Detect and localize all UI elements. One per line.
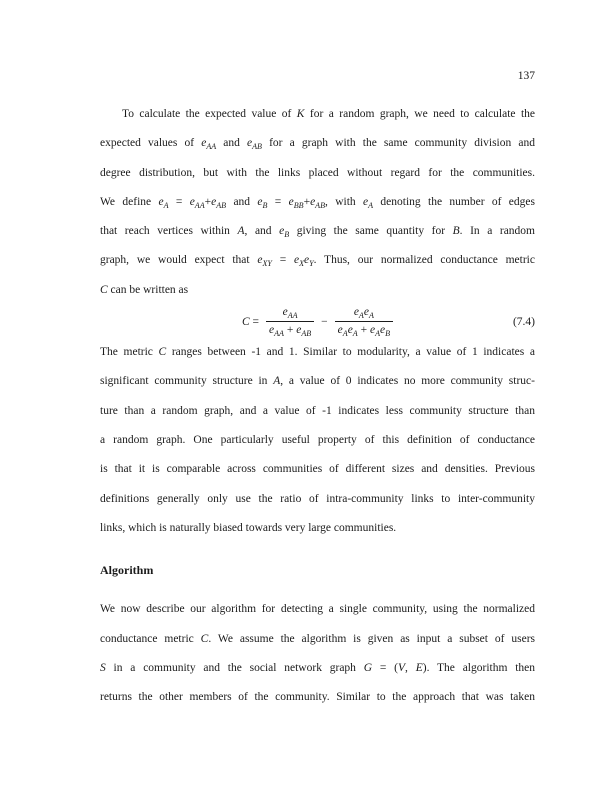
equation-lhs: C = <box>241 315 259 328</box>
text-line: We now describe our algorithm for detecting a single community, using the normalized <box>100 603 535 616</box>
section-heading: Algorithm <box>100 563 154 578</box>
fraction-2-denominator: $e_Ae_A + e_Ae_B$ <box>335 321 393 337</box>
fraction-2-numerator: $e_Ae_A$ <box>353 306 374 320</box>
paragraph-metric-range <box>100 338 535 543</box>
page-number: 137 <box>517 70 535 82</box>
text-line: returns the other members of the community. Similar to the approach that was taken <box>100 691 535 704</box>
text-line: ture than a random graph, and a value of -1 indicates less community structure than <box>100 404 535 417</box>
page-body <box>100 100 535 713</box>
text-line: graph, we would expect that $e_{XY} = e_Xe_Y$. Thus, our normalized conductance metric <box>100 254 535 269</box>
fraction-1-numerator: $e_{AA}$ <box>282 306 298 320</box>
paragraph-intro <box>100 100 535 305</box>
text-line: C can be written as <box>100 283 189 296</box>
text-line: The metric C ranges between -1 and 1. Similar to modularity, a value of 1 indicates a <box>100 346 535 359</box>
text-line: a random graph. One particularly useful property of this definition of conductance <box>100 433 535 446</box>
text-line: links, which is naturally biased towards very large communities. <box>100 521 397 534</box>
equation-7-4 <box>100 305 535 338</box>
text-line: conductance metric C. We assume the algorithm is given as input a subset of users <box>100 632 535 645</box>
fraction-2 <box>335 306 393 337</box>
equation-number: (7.4) <box>512 315 535 328</box>
text-line: that reach vertices within A, and $e_B$ giving the same quantity for B. In a random <box>100 225 535 239</box>
text-line: definitions generally only use the ratio of intra-community links to inter-community <box>100 492 535 505</box>
text-line: To calculate the expected value of K for a random graph, we need to calculate the <box>122 108 535 120</box>
text-line: significant community structure in A, a value of 0 indicates no more community struc- <box>100 375 535 388</box>
fraction-1 <box>266 306 314 337</box>
text-line: We define $e_A = e_{AA}+e_{AB}$ and $e_B = e_{BB}+e_{AB}$, with $e_A$ denoting the number of edges <box>100 195 535 210</box>
minus-operator: − <box>321 315 328 328</box>
text-line: degree distribution, but with the links placed without regard for the communities. <box>100 166 535 179</box>
fraction-1-denominator: $e_{AA} + e_{AB}$ <box>266 321 314 337</box>
text-line: expected values of $e_{AA}$ and $e_{AB}$ for a graph with the same community division and <box>100 137 535 152</box>
text-line: is that it is comparable across communities of different sizes and densities. Previous <box>100 463 535 476</box>
paragraph-algorithm <box>100 595 535 712</box>
text-line: S in a community and the social network graph G = (V, E). The algorithm then <box>100 662 535 675</box>
